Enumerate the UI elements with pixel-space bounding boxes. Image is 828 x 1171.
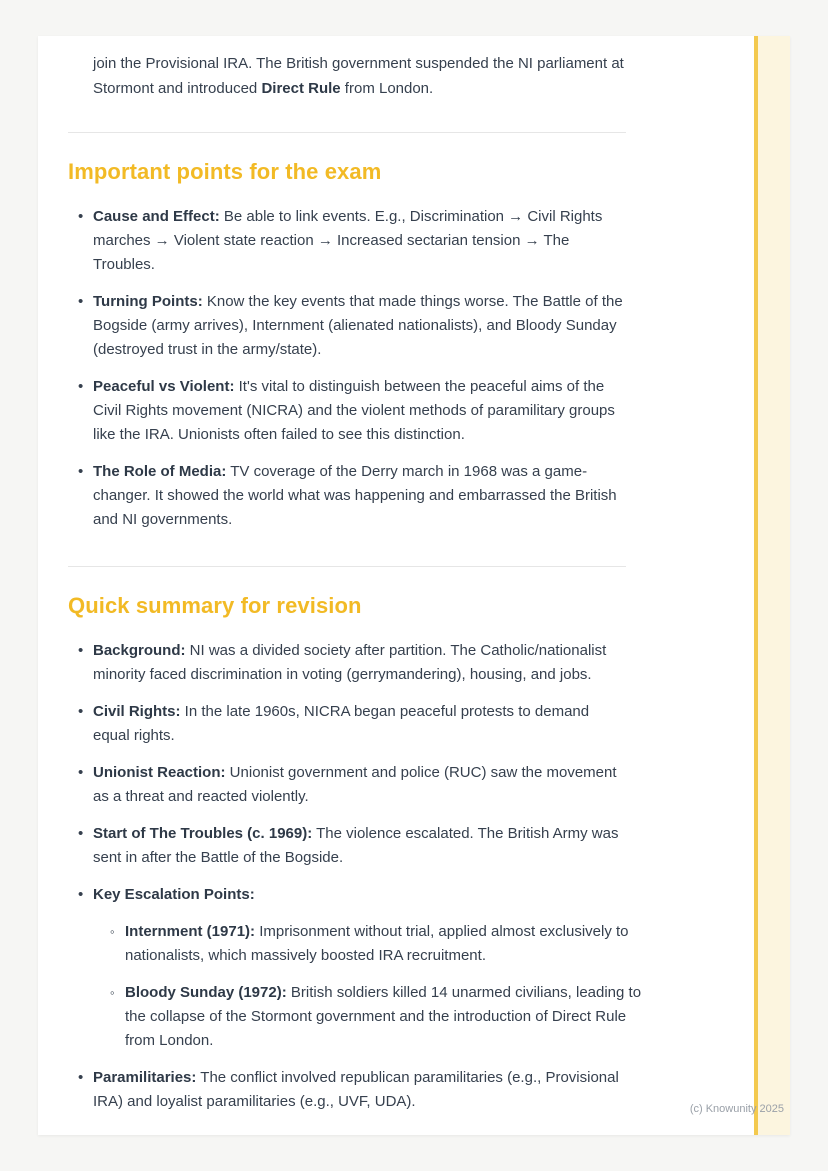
list-item-content [93, 460, 628, 532]
bullet-icon: • [78, 641, 84, 659]
list-item-lead: Internment (1971): [125, 922, 256, 940]
list-item-content [93, 290, 628, 362]
list-item-lead: Background: [93, 641, 186, 659]
circle-bullet-icon: ◦ [110, 923, 115, 939]
bullet-icon: • [78, 702, 84, 720]
list-item-content [93, 375, 628, 447]
document-page [38, 36, 790, 1135]
list-item-lead: Peaceful vs Violent: [93, 377, 235, 395]
list-item [68, 883, 690, 907]
list-item-text: In the late 1960s, NICRA began peaceful protests to demand equal rights. [93, 702, 590, 744]
quick-summary-list [68, 639, 690, 1114]
bullet-icon: • [78, 462, 84, 480]
list-item-text: NI was a divided society after partition. The Catholic/nationalist minority faced discrimination in voting (gerrymandering), housing, and jobs. [93, 641, 607, 683]
sub-list-item [100, 981, 690, 1053]
list-item-lead: Key Escalation Points: [93, 885, 255, 903]
sub-list-item [100, 920, 690, 968]
section-divider [68, 132, 626, 133]
list-item [68, 639, 690, 687]
list-item-lead: Paramilitaries: [93, 1068, 197, 1086]
section-divider [68, 566, 626, 567]
bullet-icon: • [78, 824, 84, 842]
bullet-icon: • [78, 1068, 84, 1086]
list-item-text: British soldiers killed 14 unarmed civilians, leading to the collapse of the Stormont government and the introduction of Direct Rule from London. [125, 983, 642, 1049]
bullet-icon: • [78, 885, 84, 903]
list-item [68, 822, 690, 870]
list-item-text: Know the key events that made things worse. The Battle of the Bogside (army arrives), Internment (alienated nationalists), and Bloody Sunday (destroyed trust in the army/state). [93, 292, 623, 358]
bullet-icon: • [78, 377, 84, 395]
list-item [68, 290, 690, 362]
list-item-lead: Cause and Effect: [93, 207, 220, 225]
section-heading-quick-summary: Quick summary for revision [68, 592, 362, 618]
list-item [68, 700, 690, 748]
list-item-text: TV coverage of the Derry march in 1968 was a game-changer. It showed the world what was happening and embarrassed the British and NI governments. [93, 462, 617, 528]
list-item-content [93, 1066, 628, 1114]
bullet-icon: • [78, 763, 84, 781]
list-item-content [125, 920, 660, 968]
page-content [38, 36, 790, 1168]
list-item-content [93, 883, 628, 907]
list-item-content [125, 981, 660, 1053]
list-item-lead: Civil Rights: [93, 702, 181, 720]
list-item-lead: The Role of Media: [93, 462, 227, 480]
list-item-lead: Start of The Troubles (c. 1969): [93, 824, 313, 842]
list-item-text: It's vital to distinguish between the peaceful aims of the Civil Rights movement (NICRA) and the violent methods of paramilitary groups like the IRA. Unionists often failed to see this distinction. [93, 377, 615, 443]
list-item-lead: Bloody Sunday (1972): [125, 983, 287, 1001]
list-item [68, 1066, 690, 1114]
intro-paragraph [93, 52, 638, 102]
list-item-text: Imprisonment without trial, applied almost exclusively to nationalists, which massively boosted IRA recruitment. [125, 922, 629, 964]
list-item-content [93, 205, 628, 277]
list-item-text: The violence escalated. The British Army was sent in after the Battle of the Bogside. [93, 824, 619, 866]
list-item [68, 205, 690, 277]
list-item [68, 761, 690, 809]
list-item-content [93, 822, 628, 870]
list-item-text: Be able to link events. E.g., Discrimination → Civil Rights marches → Violent state reaction → Increased sectarian tension → The Troubles. [93, 207, 603, 273]
list-item-text: The conflict involved republican paramilitaries (e.g., Provisional IRA) and loyalist paramilitaries (e.g., UVF, UDA). [93, 1068, 619, 1110]
list-item [68, 460, 690, 532]
intro-bold: Direct Rule [261, 79, 341, 97]
section-heading-important-points: Important points for the exam [68, 158, 382, 184]
important-points-list [68, 205, 690, 532]
circle-bullet-icon: ◦ [110, 984, 115, 1000]
list-item-lead: Unionist Reaction: [93, 763, 226, 781]
copyright-watermark: (c) Knowunity 2025 [689, 1103, 784, 1115]
list-item-lead: Turning Points: [93, 292, 203, 310]
list-item-text: Unionist government and police (RUC) saw the movement as a threat and reacted violently. [93, 763, 617, 805]
intro-text-before: join the Provisional IRA. The British government suspended the NI parliament at Stormont and introduced [93, 55, 624, 97]
list-item-content [93, 700, 628, 748]
key-escalation-sublist [68, 920, 690, 1053]
intro-text-after: from London. [340, 79, 434, 97]
bullet-icon: • [78, 292, 84, 310]
bullet-icon: • [78, 207, 84, 225]
list-item [68, 375, 690, 447]
list-item-content [93, 639, 628, 687]
list-item-content [93, 761, 628, 809]
